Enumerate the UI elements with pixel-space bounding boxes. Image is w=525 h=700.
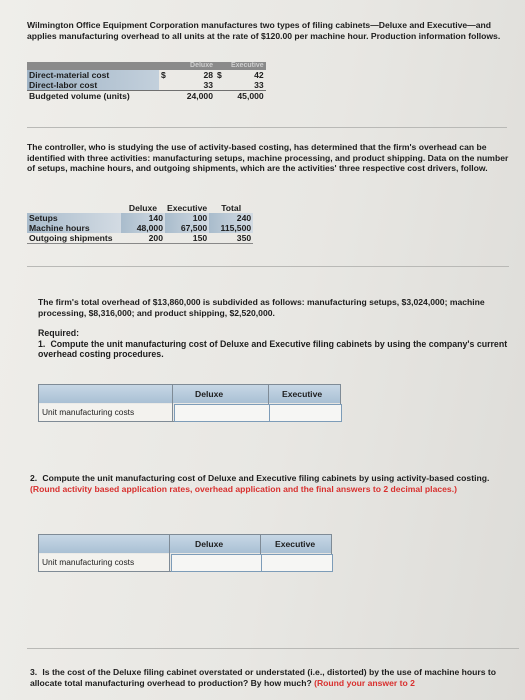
required-section <box>38 328 508 360</box>
question-3-number: 3. <box>30 667 38 677</box>
cost-table <box>27 62 266 101</box>
column-header-deluxe: Deluxe <box>195 539 224 549</box>
row-label-unit-costs: Unit manufacturing costs <box>42 557 135 567</box>
question-3-text: Is the cost of the Deluxe filing cabinet overstated or understated (i.e., distorted) by the use of machine hours to allocate total manufacturing overhead to production? By how much? <box>30 667 497 688</box>
divider <box>27 648 519 649</box>
table-row: Setups 140 100 240 <box>29 213 252 223</box>
divider <box>27 266 509 267</box>
column-header-executive: Executive <box>282 389 323 399</box>
answer-table-2 <box>38 534 332 572</box>
question-2-text: Compute the unit manufacturing cost of Deluxe and Executive filing cabinets by using activity-based costing. <box>42 473 490 483</box>
intro-paragraph: Wilmington Office Equipment Corporation manufactures two types of filing cabinets—Deluxe and Executive—and applies manufacturing overhead to all units at the rate of $120.00 per machine hour. Production information follows. <box>27 20 501 41</box>
deluxe-cost-input-1[interactable] <box>174 404 271 422</box>
question-1-number: 1. <box>38 338 46 349</box>
question-2-number: 2. <box>30 473 38 483</box>
cost-header-deluxe: Deluxe <box>173 62 215 70</box>
deluxe-cost-input-2[interactable] <box>171 554 263 572</box>
table-row: Budgeted volume (units) 24,000 45,000 <box>29 91 264 101</box>
table-row: Machine hours 48,000 67,500 115,500 <box>29 223 252 233</box>
column-header-executive: Executive <box>275 539 316 549</box>
column-header-deluxe: Deluxe <box>195 389 224 399</box>
question-2 <box>30 473 514 494</box>
controller-paragraph: The controller, who is studying the use of activity-based costing, has determined that the firm's overhead can be identified with three activities: manufacturing setups, machine processing, and product shipping. Data on the number of setups, machine hours, and outgoing shipments, which are the activities' three respective cost drivers, follow. <box>27 142 509 173</box>
question-3-note: (Round your answer to 2 <box>314 677 415 688</box>
row-label-unit-costs: Unit manufacturing costs <box>42 407 135 417</box>
executive-cost-input-1[interactable] <box>269 404 342 422</box>
question-1-text: Compute the unit manufacturing cost of Deluxe and Executive filing cabinets by using the company's current overhead costing procedures. <box>38 338 508 359</box>
table-row: Direct-material cost $ 28 $ 42 <box>29 70 264 80</box>
activity-table: Deluxe Executive Total Setups 140 100 240 Machine hours 48,000 67,500 115,500 Outgoing shipments 200 150 350 <box>29 203 252 243</box>
cost-header-executive: Executive <box>231 62 264 69</box>
required-label: Required: <box>38 328 80 338</box>
answer-table-1 <box>38 384 341 422</box>
divider <box>27 127 507 128</box>
question-2-note: (Round activity based application rates, overhead application and the final answers to 2 decimal places.) <box>30 483 457 494</box>
question-3 <box>30 667 525 688</box>
table-row: Direct-labor cost 33 33 <box>29 80 264 90</box>
table-row: Outgoing shipments 200 150 350 <box>29 233 252 243</box>
overhead-paragraph: The firm's total overhead of $13,860,000 is subdivided as follows: manufacturing setups, $3,024,000; machine processing, $8,316,000; and product shipping, $2,520,000. <box>38 297 485 318</box>
executive-cost-input-2[interactable] <box>261 554 333 572</box>
